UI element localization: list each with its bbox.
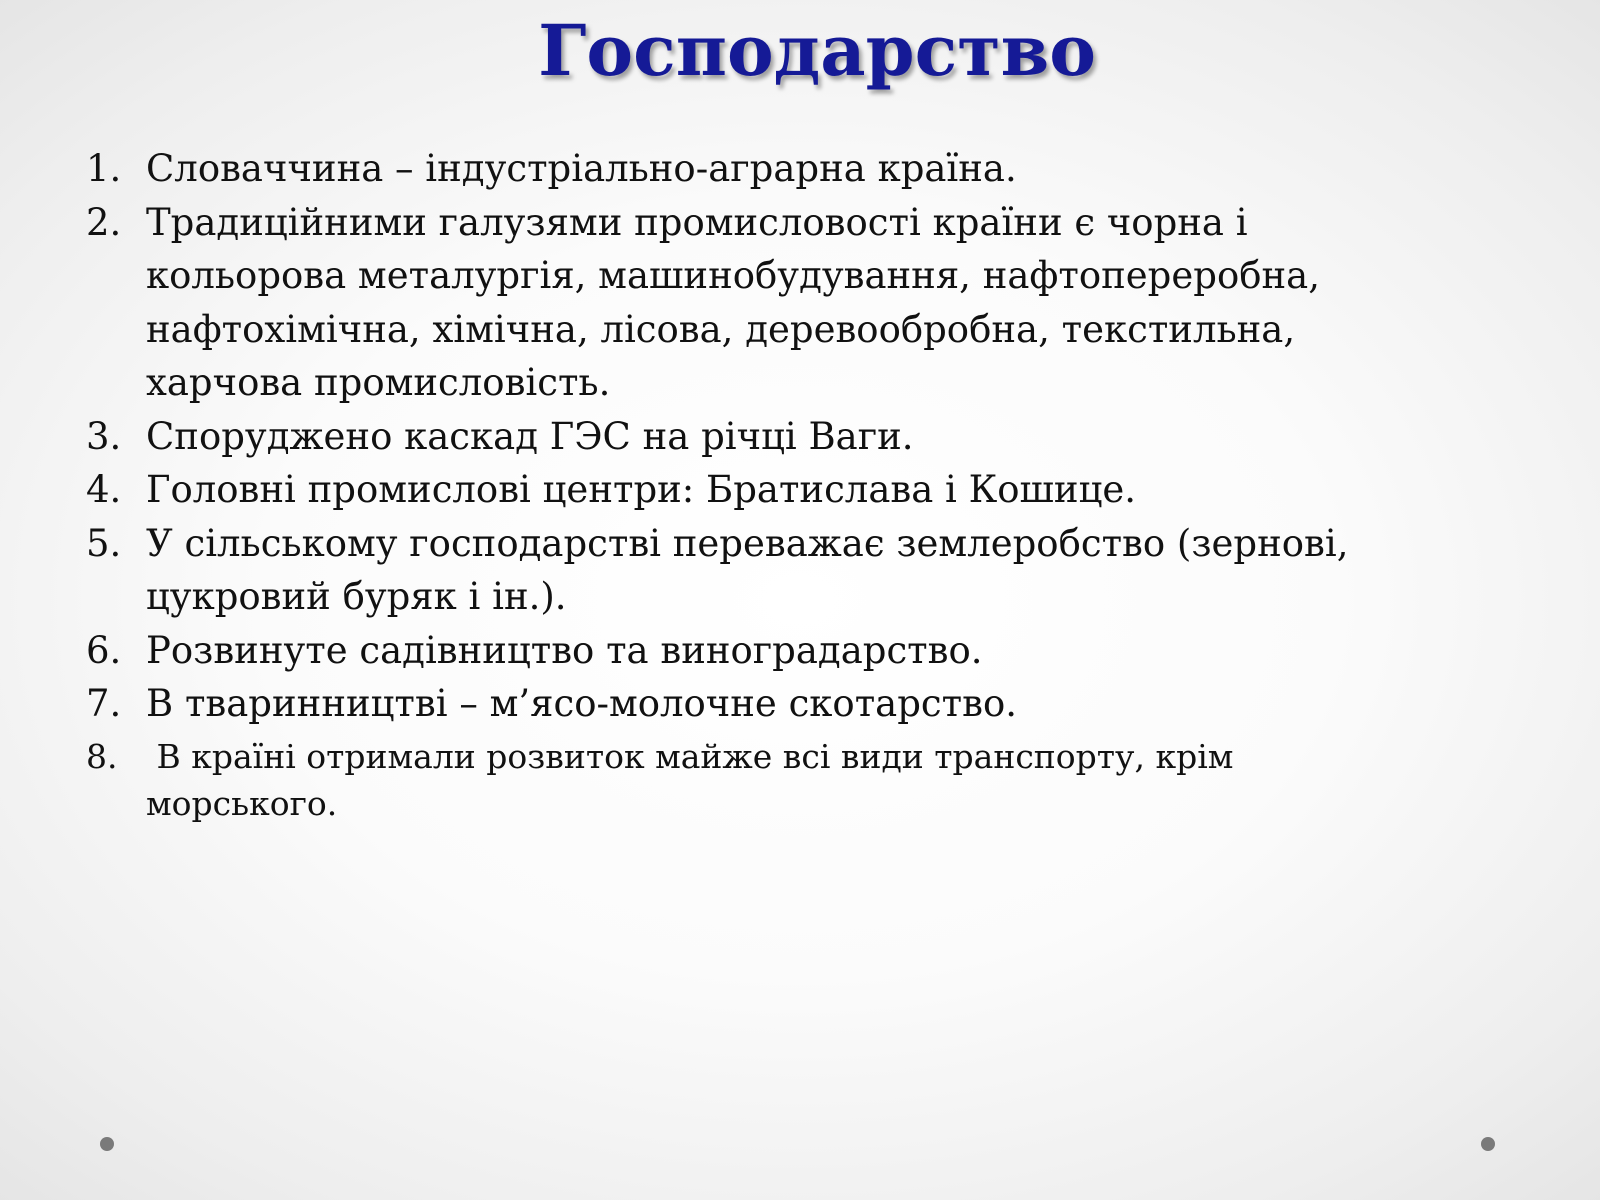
list-item-line: Розвинуте садівництво та виноградарство. <box>146 628 983 672</box>
list-item-1 <box>86 142 1526 196</box>
list-number: 7. <box>86 682 122 725</box>
list-item-4 <box>86 463 1526 517</box>
decor-dot-left <box>100 1137 114 1151</box>
list-item-line: Словаччина – індустріально-аграрна країна. <box>146 147 1017 190</box>
content-list <box>86 142 1526 827</box>
list-item-line: Споруджено каскад ГЭС на річці Ваги. <box>146 414 914 458</box>
list-number: 3. <box>86 414 122 458</box>
list-item-line: цукровий буряк і ін.). <box>146 575 567 618</box>
list-item-line: нафтохімічна, хімічна, лісова, деревообробна, текстильна, <box>146 307 1296 351</box>
list-item-line: В тваринництві – м’ясо-молочне скотарство. <box>146 682 1017 725</box>
list-number: 1. <box>86 147 122 190</box>
list-item-line: Традиційними галузями промисловості країни є чорна і <box>146 200 1248 244</box>
list-item-7 <box>86 677 1526 731</box>
list-item-5 <box>86 517 1526 624</box>
list-number: 6. <box>86 628 122 672</box>
list-number: 2. <box>86 200 122 244</box>
list-number: 4. <box>86 468 122 511</box>
list-item-6 <box>86 624 1526 678</box>
list-number: 8. <box>86 736 118 776</box>
list-item-line: Головні промислові центри: Братислава і Кошице. <box>146 468 1137 511</box>
list-item-2 <box>86 196 1526 410</box>
list-item-3 <box>86 410 1526 464</box>
list-item-line: кольорова металургія, машинобудування, нафтопереробна, <box>146 254 1320 297</box>
list-item-line: В країні отримали розвиток майже всі види транспорту, крім <box>146 736 1234 776</box>
list-item-8 <box>86 733 1526 827</box>
list-item-line: харчова промисловість. <box>146 361 611 404</box>
list-item-line: У сільському господарстві переважає землеробство (зернові, <box>146 521 1349 565</box>
list-item-line: морського. <box>146 783 338 823</box>
list-number: 5. <box>86 521 122 565</box>
decor-dot-right <box>1481 1137 1495 1151</box>
slide-title: Господарство <box>538 9 1096 92</box>
